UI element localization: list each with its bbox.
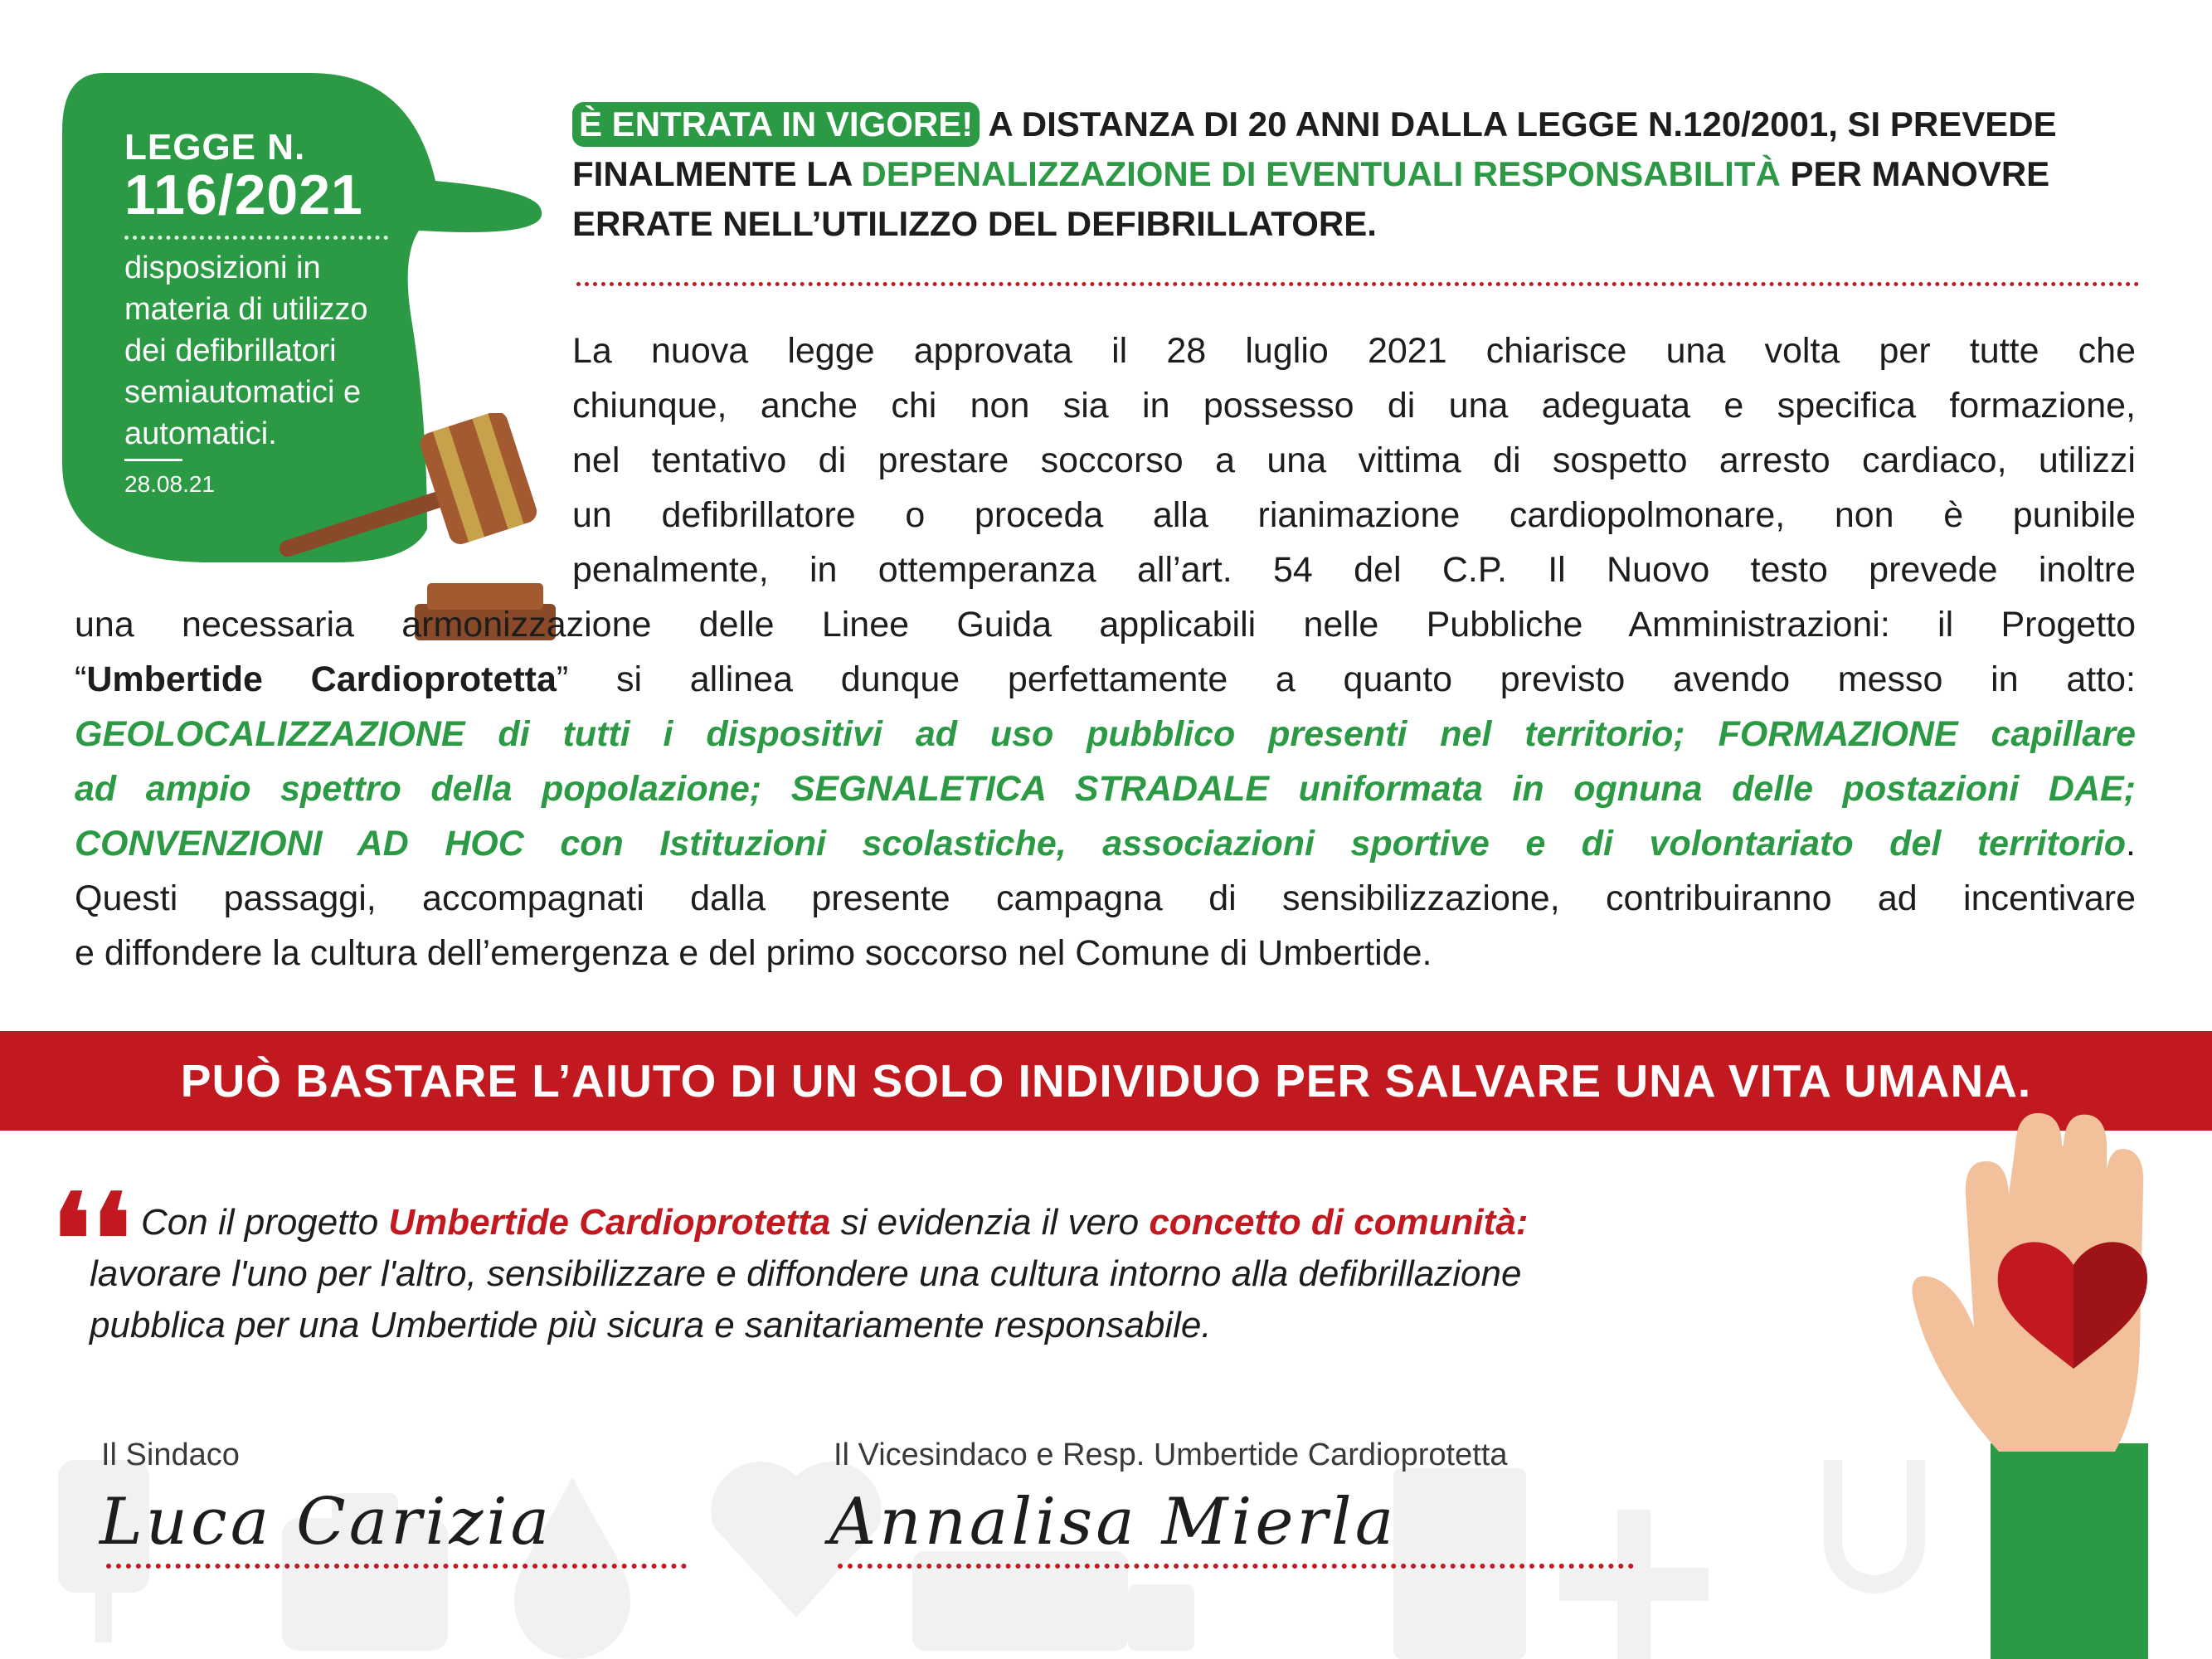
law-date: 28.08.21 [124,471,215,497]
quote-text: Con il progetto [141,1202,389,1243]
bubble-divider [124,236,388,240]
project-sentence: ” si allinea dunque perfettamente a quanto previsto avendo messo in atto: [556,659,2136,699]
quote-line [141,1197,1528,1248]
quote-mark-icon: ❛❛ [51,1167,132,1313]
initiative-line: ad ampio spettro della popolazione; SEGNALETICA STRADALE uniformata in ognuna delle postazioni DAE; [75,769,2136,809]
heading-divider [576,282,2140,286]
body-line: una necessaria armonizzazione delle Linee Guida applicabili nelle Pubbliche Amministrazioni: il Progetto [75,605,2136,645]
heading-part1: A DISTANZA DI 20 ANNI DALLA LEGGE N.120/2001, SI PREVEDE FINALMENTE LA [572,105,2057,193]
mayor-signature-line [106,1564,687,1569]
mayor-signature: Luca Carizia [100,1485,552,1559]
vice-mayor-label: Il Vicesindaco e Resp. Umbertide Cardioprotetta [834,1438,1508,1472]
date-rule [124,459,182,461]
quote-text: si evidenzia il vero [830,1202,1150,1243]
period: . [2126,824,2136,864]
body-line: La nuova legge approvata il 28 luglio 2021 chiarisce una volta per tutte che [572,331,2136,371]
heading-highlight: DEPENALIZZAZIONE DI EVENTUALI RESPONSABILITÀ [861,154,1781,193]
vice-mayor-signature-line [838,1564,1634,1569]
body-line: nel tentativo di prestare soccorso a una vittima di sospetto arresto cardiaco, utilizzi [572,440,2136,480]
quote-line: pubblica per una Umbertide più sicura e sanitariamente responsabile. [90,1305,1212,1345]
body-line-project [75,652,2136,707]
law-number: 116/2021 [124,163,363,226]
announcement-heading [572,100,2140,249]
law-title-label: LEGGE N. [124,127,306,168]
body-line: chiunque, anche chi non sia in possesso di una adeguata e specifica formazione, [572,386,2136,426]
vice-mayor-signature: Annalisa Mierla [829,1485,1398,1559]
slogan-banner: PUÒ BASTARE L’AIUTO DI UN SOLO INDIVIDUO PER SALVARE UNA VITA UMANA. [0,1031,2212,1131]
closing-line: Questi passaggi, accompagnati dalla presente campagna di sensibilizzazione, contribuiranno ad incentivare [75,878,2136,918]
star-of-life-icon [1559,1510,1709,1659]
quote-community: concetto di comunità: [1149,1202,1529,1243]
law-description: disposizioni in materia di utilizzo dei defibrillatori semiautomatici e automatici. [124,251,368,451]
initiative-line-last [75,816,2136,871]
heading-part2: PER MANOVRE ERRATE NELL’UTILIZZO DEL DEFIBRILLATORE. [572,154,2050,243]
initiative-line: GEOLOCALIZZAZIONE di tutti i dispositivi ad uso pubblico presenti nel territorio; FORMAZIONE capillare [75,714,2136,754]
closing-line: e diffondere la cultura dell’emergenza e del primo soccorso nel Comune di Umbertide. [75,933,1432,973]
in-force-badge: È ENTRATA IN VIGORE! [572,102,980,147]
quote-project-name: Umbertide Cardioprotetta [388,1202,831,1243]
body-line: un defibrillatore o proceda alla rianimazione cardiopolmonare, non è punibile [572,495,2136,535]
hand-heart-icon [1899,1095,2148,1659]
law-bubble [62,65,543,571]
mayor-label: Il Sindaco [101,1438,240,1472]
quote-line: lavorare l'uno per l'altro, sensibilizzare e diffondere una cultura intorno alla defibrillazione [90,1253,1522,1294]
project-name: Umbertide Cardioprotetta [86,659,557,699]
open-quote: “ [75,659,87,699]
body-line: penalmente, in ottemperanza all’art. 54 del C.P. Il Nuovo testo prevede inoltre [572,550,2136,590]
initiative-text: CONVENZIONI AD HOC con Istituzioni scolastiche, associazioni sportive e di volontariato del territorio [75,824,2127,864]
